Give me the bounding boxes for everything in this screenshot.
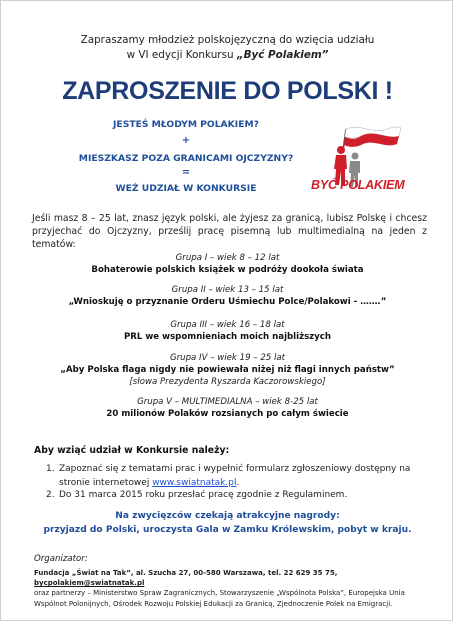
- step-1-line-1: Zapoznać się z tematami prac i wypełnić formularz zgłoszeniowy dostępny na: [59, 464, 411, 474]
- howto-title: Aby wziąć udział w Konkursie należy:: [34, 445, 230, 456]
- organizer-details: [34, 568, 434, 609]
- group-4-title: „Aby Polska flaga nigdy nie powiewała niżej niż flagi innych państw”: [60, 365, 395, 375]
- intro-text: [1, 33, 453, 62]
- group-4-note: [słowa Prezydenta Ryszarda Kaczorowskiego]: [129, 377, 326, 387]
- group-2-label: Grupa II – wiek 13 – 15 lat: [171, 285, 284, 295]
- equals-sign: =: [181, 167, 191, 178]
- organizer-line-3: Wspólnot Polonijnych, Ośrodek Rozwoju Polskiej Edukacji za Granicą, Zjednoczenie Polek na Emigracji.: [34, 599, 393, 608]
- organizer-label: Organizator:: [34, 554, 88, 564]
- question-abroad: MIESZKASZ POZA GRANICAMI OJCZYZNY?: [78, 153, 294, 164]
- logo-text-prefix: BYĆ: [311, 178, 337, 192]
- step-2: [46, 489, 426, 505]
- logo-text: [311, 178, 431, 192]
- step-1-line-2-prefix: stronie internetowej: [59, 477, 153, 488]
- group-1-label: Grupa I – wiek 8 – 12 lat: [175, 253, 280, 263]
- question-young-pole: JESTEŚ MŁODYM POLAKIEM?: [113, 119, 259, 130]
- organizer-line-2: oraz partnerzy – Ministerstwo Spraw Zagranicznych, Stowarzyszenie „Wspólnota Polska”, Europejska Unia: [34, 589, 405, 598]
- group-3-label: Grupa III – wiek 16 – 18 lat: [170, 320, 285, 330]
- group-3-title: PRL we wspomnieniach moich najbliższych: [123, 332, 331, 342]
- step-1-text: [59, 463, 429, 490]
- organizer-line-1: [34, 568, 434, 588]
- organizer-email-link[interactable]: bycpolakiem@swiatnatak.pl: [34, 579, 145, 588]
- step-2-number: 2.: [46, 490, 55, 500]
- description: Jeśli masz 8 – 25 lat, znasz język polski, ale żyjesz za granicą, lubisz Polskę i chcesz przyjechać do Ojczyzny, prześlij pracę pisemną lub multimedialną na jeden z tematów:: [32, 213, 427, 250]
- group-4-label: Grupa IV – wiek 19 – 25 lat: [169, 353, 286, 363]
- plus-sign: +: [181, 135, 191, 146]
- headline: ZAPROSZENIE DO POLSKI !: [62, 77, 393, 105]
- step-1-line-2-suffix: .: [236, 477, 240, 488]
- logo-text-main: POLAKIEM: [340, 178, 405, 192]
- website-link[interactable]: www.swiatnatak.pl: [152, 477, 237, 488]
- call-to-action: WEŹ UDZIAŁ W KONKURSIE: [115, 183, 257, 194]
- prizes-list: przyjazd do Polski, uroczysta Gala w Zamku Królewskim, pobyt w kraju.: [43, 525, 412, 535]
- group-5-label: Grupa V – MULTIMEDIALNA – wiek 8-25 lat: [137, 397, 318, 407]
- prizes-heading: Na zwycięzców czekają atrakcyjne nagrody:: [115, 511, 340, 521]
- group-5-title: 20 milionów Polaków rozsianych po całym świecie: [106, 409, 349, 419]
- intro-line-2: [1, 48, 453, 63]
- step-2-text: Do 31 marca 2015 roku przesłać pracę zgodnie z Regulaminem.: [59, 490, 348, 500]
- organizer-address: Fundacja „Świat na Tak”, al. Szucha 27, 00-580 Warszawa, tel. 22 629 35 75,: [34, 569, 338, 577]
- step-1-number: 1.: [46, 464, 55, 474]
- intro-line-2-prefix: w VI edycji Konkursu: [126, 48, 237, 61]
- group-1-title: Bohaterowie polskich książek w podróży dookoła świata: [91, 265, 364, 275]
- contest-name: „Być Polakiem”: [236, 48, 329, 61]
- flag-icon: [343, 127, 401, 151]
- intro-line-1: Zapraszamy młodzież polskojęzyczną do wzięcia udziału: [80, 34, 375, 46]
- group-2-title: „Wnioskuję o przyznanie Orderu Uśmiechu Polce/Polakowi - …….”: [68, 297, 387, 307]
